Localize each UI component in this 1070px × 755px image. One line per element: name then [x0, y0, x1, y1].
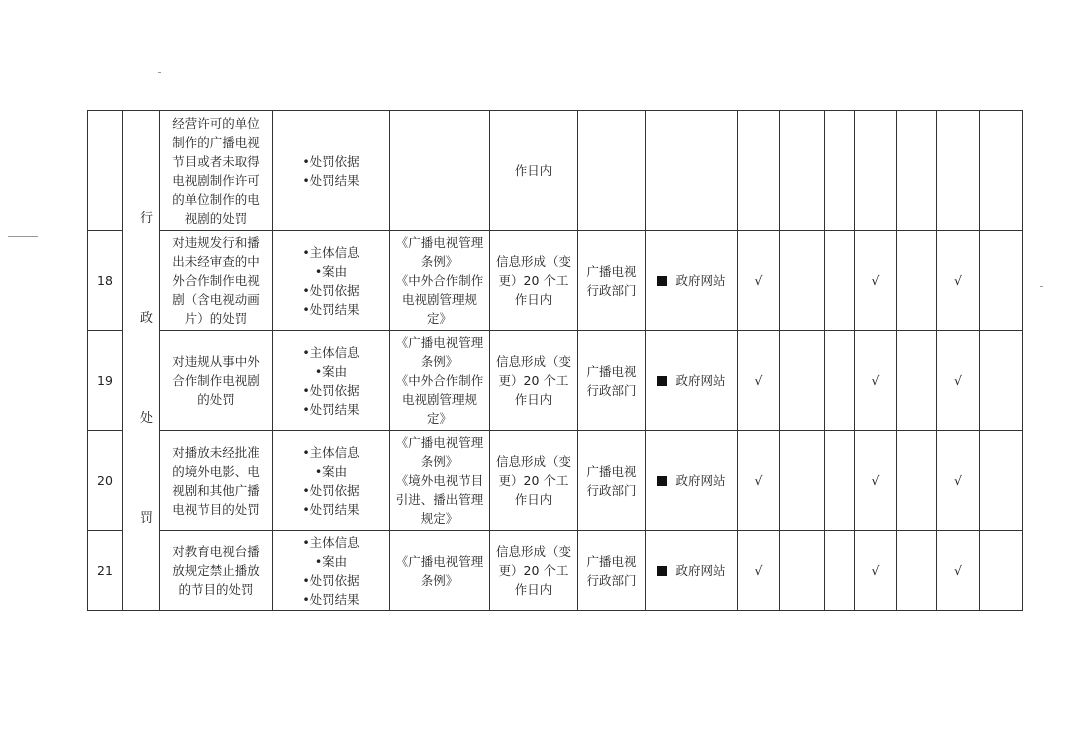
cell-line: 片）的处罚 [184, 311, 248, 326]
channel-label: 政府网站 [675, 373, 726, 388]
cell-line: 剧（含电视动画 [172, 292, 260, 307]
check-cell [897, 431, 937, 531]
cell-line: •处罚依据 [302, 482, 360, 498]
check-cell: √ [937, 431, 980, 531]
category-cell [123, 111, 160, 611]
cell-line: 定》 [426, 311, 452, 326]
cell-line: 信息形成（变 [495, 354, 571, 369]
category-char: 罚 [140, 511, 154, 526]
row-number: 19 [88, 331, 123, 431]
check-cell [937, 111, 980, 231]
cell-line: 行政部门 [586, 382, 637, 398]
table-row [88, 111, 1023, 231]
cell-line: 作日内 [514, 492, 553, 507]
time-cell [490, 331, 578, 431]
row-number [88, 111, 123, 231]
cell-line: 条例》 [420, 354, 459, 369]
item-cell [160, 231, 273, 331]
cell-line: •案由 [314, 263, 348, 279]
channel-label: 政府网站 [675, 563, 726, 578]
cell-line: 广播电视 [586, 263, 637, 279]
subject-cell [578, 231, 646, 331]
time-cell [490, 431, 578, 531]
basis-cell [390, 531, 490, 611]
content-cell [273, 331, 390, 431]
check-cell: √ [855, 431, 897, 531]
cell-line: •主体信息 [302, 534, 360, 550]
cell-line: •处罚依据 [302, 572, 360, 588]
row-number: 18 [88, 231, 123, 331]
basis-cell [390, 331, 490, 431]
check-cell: √ [738, 431, 780, 531]
cell-line: 经营许可的单位 [172, 115, 260, 131]
check-cell [780, 531, 825, 611]
cell-line: •处罚依据 [302, 153, 360, 169]
check-cell [780, 431, 825, 531]
cell-line: 视剧的处罚 [184, 210, 248, 226]
check-cell [897, 531, 937, 611]
cell-line: 对播放未经批准 [172, 444, 260, 460]
cell-line: 对教育电视台播 [172, 544, 260, 559]
check-cell: √ [855, 531, 897, 611]
check-cell [855, 111, 897, 231]
category-char: 政 [140, 311, 154, 326]
item-cell [160, 531, 273, 611]
cell-line: 行政部门 [586, 572, 637, 588]
channel-cell [646, 231, 738, 331]
scan-mark [1040, 286, 1043, 287]
table-row [88, 431, 1023, 531]
cell-line: 规定》 [420, 511, 459, 526]
cell-line: 的境外电影、电 [172, 463, 260, 479]
check-cell [980, 111, 1023, 231]
scan-mark [8, 236, 38, 237]
cell-line: •处罚结果 [302, 501, 360, 517]
cell-line: 更）20 个工 [498, 563, 569, 578]
cell-line: 信息形成（变 [495, 454, 571, 469]
cell-line: 《广播电视管理 [395, 435, 484, 450]
subject-cell [578, 331, 646, 431]
channel-cell [646, 331, 738, 431]
cell-line: 《广播电视管理 [395, 335, 484, 350]
cell-line: 作日内 [514, 392, 553, 407]
filled-square-icon [657, 276, 667, 286]
table-row [88, 231, 1023, 331]
channel-cell [646, 431, 738, 531]
item-cell [160, 111, 273, 231]
check-cell [825, 111, 855, 231]
subject-cell [578, 431, 646, 531]
subject-cell [578, 531, 646, 611]
filled-square-icon [657, 566, 667, 576]
basis-cell [390, 431, 490, 531]
channel-cell [646, 531, 738, 611]
filled-square-icon [657, 376, 667, 386]
category-char: 处 [140, 411, 154, 426]
cell-line: 作日内 [514, 163, 553, 178]
cell-line: 《境外电视节目 [395, 473, 484, 488]
cell-line: 的单位制作的电 [172, 191, 260, 207]
check-cell: √ [738, 531, 780, 611]
cell-line: 视剧和其他广播 [172, 482, 260, 498]
content-cell [273, 431, 390, 531]
cell-line: 合作制作电视剧 [172, 373, 260, 388]
cell-line: 作日内 [514, 582, 553, 597]
subject-cell [578, 111, 646, 231]
cell-line: •主体信息 [302, 244, 360, 260]
cell-line: 制作的广播电视 [172, 134, 260, 150]
content-cell [273, 231, 390, 331]
table-row [88, 331, 1023, 431]
cell-line: 电视剧管理规 [401, 292, 477, 307]
cell-line: 电视剧制作许可 [172, 172, 260, 188]
cell-line: •处罚结果 [302, 401, 360, 417]
cell-line: 出未经审查的中 [172, 254, 260, 269]
cell-line: 的处罚 [197, 392, 235, 407]
cell-line: 条例》 [420, 254, 459, 269]
disclosure-table [87, 110, 1023, 611]
cell-line: 条例》 [420, 572, 459, 588]
cell-line: •案由 [314, 553, 348, 569]
cell-line: 电视节目的处罚 [172, 501, 260, 517]
check-cell: √ [738, 331, 780, 431]
channel-label: 政府网站 [675, 473, 726, 488]
check-cell: √ [855, 231, 897, 331]
check-cell [825, 531, 855, 611]
filled-square-icon [657, 476, 667, 486]
cell-line: •主体信息 [302, 344, 360, 360]
cell-line: 广播电视 [586, 463, 637, 479]
cell-line: 引进、播出管理 [395, 492, 484, 507]
cell-line: 更）20 个工 [498, 473, 569, 488]
cell-line: 《广播电视管理 [395, 235, 484, 250]
content-cell [273, 111, 390, 231]
check-cell [825, 431, 855, 531]
cell-line: 对违规从事中外 [172, 354, 260, 369]
row-number: 21 [88, 531, 123, 611]
category-char: 行 [140, 211, 154, 226]
cell-line: •案由 [314, 463, 348, 479]
cell-line: 行政部门 [586, 282, 637, 298]
item-cell [160, 331, 273, 431]
check-cell [738, 111, 780, 231]
scan-mark [158, 72, 161, 73]
cell-line: 广播电视 [586, 553, 637, 569]
cell-line: •处罚结果 [302, 301, 360, 317]
content-cell [273, 531, 390, 611]
cell-line: 对违规发行和播 [172, 235, 260, 250]
cell-line: 《中外合作制作 [395, 273, 484, 288]
time-cell [490, 231, 578, 331]
check-cell [897, 231, 937, 331]
channel-cell [646, 111, 738, 231]
check-cell [897, 331, 937, 431]
cell-line: 《中外合作制作 [395, 373, 484, 388]
check-cell [980, 431, 1023, 531]
time-cell [490, 531, 578, 611]
cell-line: •主体信息 [302, 444, 360, 460]
cell-line: 信息形成（变 [495, 544, 571, 559]
basis-cell [390, 231, 490, 331]
cell-line: 作日内 [514, 292, 553, 307]
cell-line: 定》 [426, 411, 452, 426]
cell-line: 行政部门 [586, 482, 637, 498]
item-cell [160, 431, 273, 531]
cell-line: 信息形成（变 [495, 254, 571, 269]
cell-line: 节目或者未取得 [172, 153, 260, 169]
check-cell: √ [855, 331, 897, 431]
cell-line: •案由 [314, 363, 348, 379]
table-row [88, 531, 1023, 611]
cell-line: 广播电视 [586, 363, 637, 379]
cell-line: •处罚依据 [302, 282, 360, 298]
cell-line: 的节目的处罚 [178, 582, 254, 597]
cell-line: 电视剧管理规 [401, 392, 477, 407]
check-cell: √ [738, 231, 780, 331]
check-cell: √ [937, 331, 980, 431]
cell-line: •处罚结果 [302, 172, 360, 188]
check-cell [780, 111, 825, 231]
check-cell [897, 111, 937, 231]
check-cell [825, 231, 855, 331]
basis-cell [390, 111, 490, 231]
row-number: 20 [88, 431, 123, 531]
check-cell [825, 331, 855, 431]
cell-line: 条例》 [420, 454, 459, 469]
channel-label: 政府网站 [675, 273, 726, 288]
check-cell [780, 331, 825, 431]
check-cell [980, 331, 1023, 431]
check-cell: √ [937, 231, 980, 331]
cell-line: 更）20 个工 [498, 273, 569, 288]
cell-line: 《广播电视管理 [395, 553, 484, 569]
cell-line: •处罚依据 [302, 382, 360, 398]
cell-line: •处罚结果 [302, 591, 360, 607]
check-cell [980, 231, 1023, 331]
check-cell [980, 531, 1023, 611]
cell-line: 更）20 个工 [498, 373, 569, 388]
cell-line: 放规定禁止播放 [172, 563, 260, 578]
cell-line: 外合作制作电视 [172, 273, 260, 288]
check-cell: √ [937, 531, 980, 611]
time-cell [490, 111, 578, 231]
check-cell [780, 231, 825, 331]
